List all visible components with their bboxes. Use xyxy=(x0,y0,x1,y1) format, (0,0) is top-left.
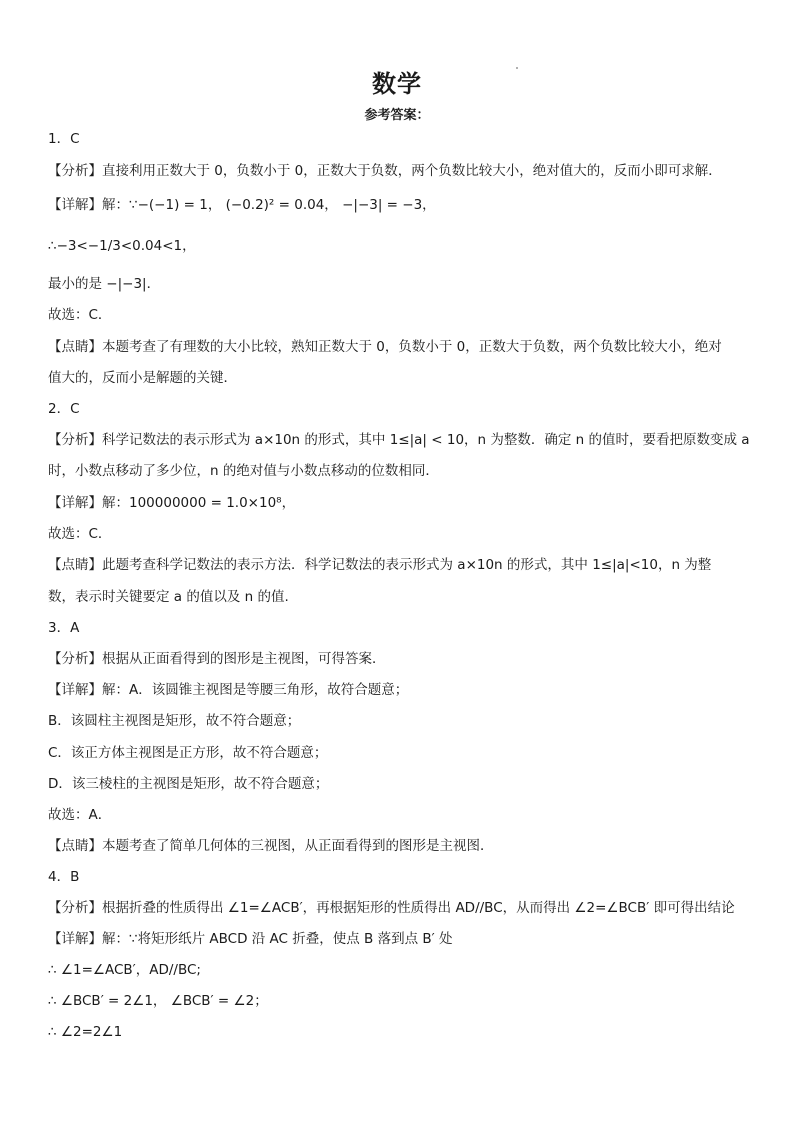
answer-line: 【点睛】此题考查科学记数法的表示方法．科学记数法的表示形式为 a×10n 的形式，其中 1≤|a|<10，n 为整 xyxy=(48,557,712,573)
answer-line: 【详解】解：∵将矩形纸片 ABCD 沿 AC 折叠，使点 B 落到点 B′ 处 xyxy=(48,931,453,947)
answer-line: ∴−3<−1/3<0.04<1， xyxy=(48,238,196,254)
answer-line: 4．B xyxy=(48,869,80,885)
answer-line: ∴ ∠BCB′ = 2∠1， ∠BCB′ = ∠2； xyxy=(48,993,268,1009)
answer-line: 故选：C． xyxy=(48,307,112,323)
answer-line: 【分析】科学记数法的表示形式为 a×10n 的形式，其中 1≤|a| < 10，n 为整数．确定 n 的值时，要看把原数变成 a xyxy=(48,432,750,448)
answer-line: ∴ ∠2=2∠1 xyxy=(48,1024,123,1040)
answer-line: 【点睛】本题考查了简单几何体的三视图，从正面看得到的图形是主视图． xyxy=(48,838,494,854)
answer-line: 故选：C． xyxy=(48,526,112,542)
answer-line: 【详解】解：100000000 = 1.0×10⁸， xyxy=(48,495,296,511)
answer-line: C．该正方体主视图是正方形，故不符合题意； xyxy=(48,745,328,761)
answer-line: 【详解】解：A．该圆锥主视图是等腰三角形，故符合题意； xyxy=(48,682,409,698)
answer-line: 【详解】解：∵−(−1) = 1， (−0.2)² = 0.04， −|−3| = −3， xyxy=(48,197,436,213)
answer-line: 【分析】根据从正面看得到的图形是主视图，可得答案． xyxy=(48,651,386,667)
page-title: 数学 xyxy=(372,70,422,98)
answer-line: ∴ ∠1=∠ACB′，AD//BC; xyxy=(48,962,201,978)
answer-line: B．该圆柱主视图是矩形，故不符合题意； xyxy=(48,713,301,729)
answer-line: 1．C xyxy=(48,131,80,147)
answer-line: 【分析】直接利用正数大于 0，负数小于 0，正数大于负数，两个负数比较大小，绝对值大的，反而小即可求解． xyxy=(48,163,722,179)
answer-line: 值大的，反而小是解题的关键． xyxy=(48,370,237,386)
answer-line: 时，小数点移动了多少位，n 的绝对值与小数点移动的位数相同． xyxy=(48,463,439,479)
answer-line: D．该三棱柱的主视图是矩形，故不符合题意； xyxy=(48,776,329,792)
answer-line: 3．A xyxy=(48,620,80,636)
answer-line: 2．C xyxy=(48,401,80,417)
answer-line: 【分析】根据折叠的性质得出 ∠1=∠ACB′，再根据矩形的性质得出 AD//BC，从而得出 ∠2=∠BCB′ 即可得出结论 xyxy=(48,900,735,916)
answer-line: 最小的是 −|−3|． xyxy=(48,276,161,292)
answers-heading: 参考答案： xyxy=(364,108,430,123)
answer-line: 【点睛】本题考查了有理数的大小比较，熟知正数大于 0，负数小于 0，正数大于负数，两个负数比较大小，绝对 xyxy=(48,339,722,355)
answer-line: 数，表示时关键要定 a 的值以及 n 的值. xyxy=(48,589,289,605)
answer-line: 故选：A． xyxy=(48,807,112,823)
